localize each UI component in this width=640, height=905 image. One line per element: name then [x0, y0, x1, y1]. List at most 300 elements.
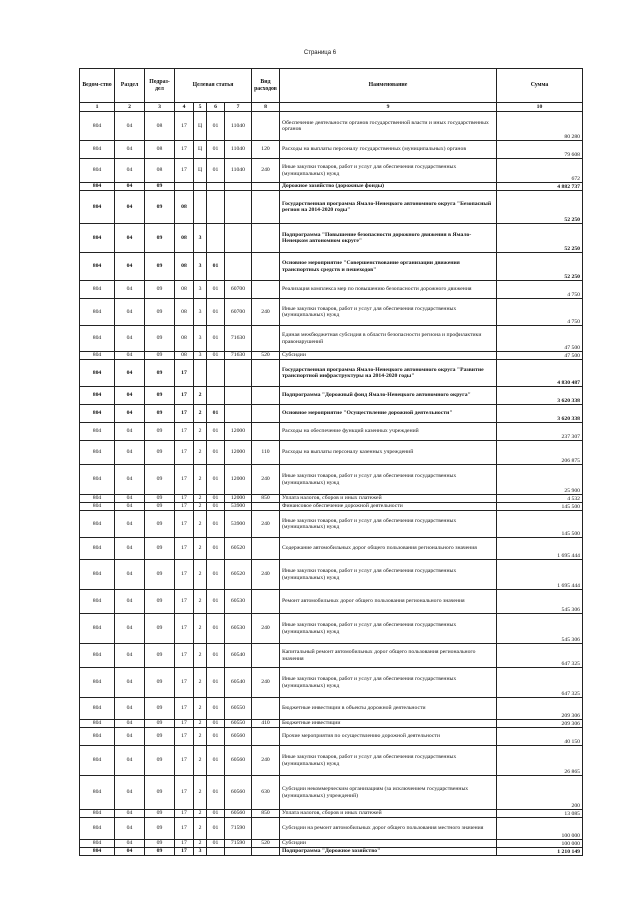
cell-summa: 3 620 338	[497, 405, 583, 423]
cell-program: 17	[175, 590, 194, 614]
cell-direction: 60560	[225, 776, 252, 810]
cell-event: 01	[207, 614, 225, 644]
cell-vedomstvo: 804	[80, 159, 115, 183]
table-row	[80, 191, 583, 224]
table-row	[80, 326, 583, 352]
cell-naimenovanie: Подпрограмма "Повышение безопасности дорожного движения в Ямало-Ненецком автономном округе"	[280, 224, 497, 253]
cell-vid-rashodov: 240	[252, 560, 280, 590]
cell-vid-rashodov	[252, 183, 280, 191]
index-cell: 6	[207, 103, 225, 112]
cell-summa: 40 150	[497, 728, 583, 746]
cell-naimenovanie: Расходы на выплаты персоналу государственных (муниципальных) органов	[280, 141, 497, 159]
cell-vedomstvo: 804	[80, 818, 115, 840]
cell-vedomstvo: 804	[80, 746, 115, 776]
cell-program	[175, 183, 194, 191]
cell-podrazdel: 09	[145, 818, 175, 840]
cell-vedomstvo: 804	[80, 503, 115, 511]
cell-subprogram: 2	[194, 560, 207, 590]
cell-program: 08	[175, 299, 194, 326]
cell-naimenovanie: Государственная программа Ямало-Ненецкого автономного округа "Безопасный регион на 2014-2020 годы"	[280, 191, 497, 224]
cell-podrazdel: 09	[145, 387, 175, 405]
cell-direction	[225, 360, 252, 387]
cell-direction: 71630	[225, 326, 252, 352]
cell-razdel: 04	[115, 441, 145, 465]
cell-event: 01	[207, 776, 225, 810]
cell-vedomstvo: 804	[80, 511, 115, 538]
cell-vedomstvo: 804	[80, 848, 115, 856]
cell-vid-rashodov	[252, 848, 280, 856]
table-row	[80, 503, 583, 511]
cell-podrazdel: 09	[145, 405, 175, 423]
cell-vid-rashodov	[252, 387, 280, 405]
cell-summa: 237 307	[497, 423, 583, 441]
cell-naimenovanie: Иные закупки товаров, работ и услуг для обеспечения государственных (муниципальных) нужд	[280, 614, 497, 644]
cell-summa: 52 250	[497, 224, 583, 253]
cell-podrazdel: 09	[145, 352, 175, 360]
cell-podrazdel: 09	[145, 810, 175, 818]
cell-event: 01	[207, 405, 225, 423]
cell-event: 01	[207, 281, 225, 299]
cell-direction	[225, 848, 252, 856]
cell-summa: 4 830 487	[497, 360, 583, 387]
cell-razdel: 04	[115, 538, 145, 560]
cell-subprogram: 2	[194, 698, 207, 720]
cell-event: 01	[207, 818, 225, 840]
cell-razdel: 04	[115, 698, 145, 720]
cell-vid-rashodov	[252, 191, 280, 224]
table-row	[80, 159, 583, 183]
cell-naimenovanie: Основное мероприятие "Осуществление дорожной деятельности"	[280, 405, 497, 423]
cell-program: 17	[175, 112, 194, 141]
cell-subprogram: 2	[194, 511, 207, 538]
cell-event: 01	[207, 538, 225, 560]
cell-event	[207, 191, 225, 224]
cell-naimenovanie: Иные закупки товаров, работ и услуг для обеспечения государственных (муниципальных) нужд	[280, 465, 497, 495]
table-row	[80, 698, 583, 720]
cell-subprogram	[194, 360, 207, 387]
cell-podrazdel: 09	[145, 465, 175, 495]
cell-podrazdel: 09	[145, 503, 175, 511]
cell-program: 17	[175, 141, 194, 159]
cell-vedomstvo: 804	[80, 423, 115, 441]
cell-razdel: 04	[115, 352, 145, 360]
cell-razdel: 04	[115, 746, 145, 776]
cell-vedomstvo: 804	[80, 698, 115, 720]
cell-subprogram: 2	[194, 818, 207, 840]
cell-razdel: 04	[115, 299, 145, 326]
cell-direction: 60550	[225, 720, 252, 728]
cell-summa: 13 085	[497, 810, 583, 818]
cell-vedomstvo: 804	[80, 224, 115, 253]
cell-podrazdel: 08	[145, 159, 175, 183]
cell-naimenovanie: Субсидии	[280, 840, 497, 848]
cell-subprogram: 3	[194, 326, 207, 352]
cell-razdel: 04	[115, 644, 145, 668]
cell-razdel: 04	[115, 224, 145, 253]
cell-vid-rashodov: 410	[252, 720, 280, 728]
cell-summa: 100 000	[497, 818, 583, 840]
cell-summa: 206 875	[497, 441, 583, 465]
cell-program: 08	[175, 281, 194, 299]
cell-subprogram: 2	[194, 423, 207, 441]
table-row	[80, 746, 583, 776]
table-row	[80, 183, 583, 191]
cell-subprogram: 2	[194, 614, 207, 644]
cell-program: 17	[175, 776, 194, 810]
cell-direction: 60560	[225, 746, 252, 776]
cell-program: 08	[175, 352, 194, 360]
cell-summa: 647 325	[497, 644, 583, 668]
cell-summa: 145 500	[497, 511, 583, 538]
cell-summa: 209 306	[497, 698, 583, 720]
cell-razdel: 04	[115, 465, 145, 495]
cell-program: 17	[175, 840, 194, 848]
header-vid-rashodov: Вид расходов	[252, 69, 280, 103]
cell-direction: 12000	[225, 441, 252, 465]
cell-podrazdel: 09	[145, 299, 175, 326]
cell-vid-rashodov	[252, 326, 280, 352]
cell-direction: 60530	[225, 614, 252, 644]
cell-naimenovanie: Единая межбюджетная субсидия в области безопасности региона и профилактики правонарушений	[280, 326, 497, 352]
column-index-row	[80, 103, 583, 112]
cell-podrazdel: 09	[145, 720, 175, 728]
cell-program: 17	[175, 698, 194, 720]
cell-vedomstvo: 804	[80, 810, 115, 818]
cell-direction: 11040	[225, 159, 252, 183]
cell-direction: 60520	[225, 560, 252, 590]
cell-direction: 60700	[225, 281, 252, 299]
cell-direction: 60550	[225, 698, 252, 720]
cell-program: 17	[175, 668, 194, 698]
cell-event: 01	[207, 644, 225, 668]
cell-summa: 200	[497, 776, 583, 810]
index-cell: 10	[497, 103, 583, 112]
table-row	[80, 668, 583, 698]
cell-vid-rashodov: 240	[252, 511, 280, 538]
cell-podrazdel: 09	[145, 441, 175, 465]
table-row	[80, 360, 583, 387]
header-celevaya-statya: Целевая статья	[175, 69, 252, 103]
cell-subprogram	[194, 191, 207, 224]
cell-naimenovanie: Иные закупки товаров, работ и услуг для обеспечения государственных (муниципальных) нужд	[280, 560, 497, 590]
cell-naimenovanie: Финансовое обеспечение дорожной деятельности	[280, 503, 497, 511]
table-row	[80, 538, 583, 560]
cell-event: 01	[207, 728, 225, 746]
cell-program: 08	[175, 191, 194, 224]
cell-direction	[225, 191, 252, 224]
cell-event: 01	[207, 159, 225, 183]
cell-summa: 79 608	[497, 141, 583, 159]
cell-vid-rashodov: 110	[252, 441, 280, 465]
cell-vid-rashodov: 240	[252, 614, 280, 644]
cell-podrazdel: 09	[145, 183, 175, 191]
cell-naimenovanie: Субсидии	[280, 352, 497, 360]
cell-razdel: 04	[115, 848, 145, 856]
table-row	[80, 511, 583, 538]
cell-razdel: 04	[115, 776, 145, 810]
cell-vid-rashodov: 120	[252, 141, 280, 159]
cell-program: 17	[175, 495, 194, 503]
cell-summa: 672	[497, 159, 583, 183]
header-summa: Сумма	[497, 69, 583, 103]
cell-summa: 647 325	[497, 668, 583, 698]
cell-podrazdel: 09	[145, 495, 175, 503]
cell-naimenovanie: Расходы на выплаты персоналу казенных учреждений	[280, 441, 497, 465]
cell-razdel: 04	[115, 728, 145, 746]
header-vedomstvo: Ведом-ство	[80, 69, 115, 103]
cell-vid-rashodov: 520	[252, 352, 280, 360]
cell-razdel: 04	[115, 560, 145, 590]
cell-event: 01	[207, 840, 225, 848]
cell-razdel: 04	[115, 495, 145, 503]
cell-program: 17	[175, 387, 194, 405]
cell-vid-rashodov	[252, 590, 280, 614]
cell-vid-rashodov	[252, 423, 280, 441]
table-row	[80, 776, 583, 810]
cell-naimenovanie: Бюджетные инвестиции в объекты дорожной деятельности	[280, 698, 497, 720]
cell-vid-rashodov	[252, 224, 280, 253]
cell-vid-rashodov: 520	[252, 840, 280, 848]
cell-subprogram: Ц	[194, 159, 207, 183]
cell-podrazdel: 09	[145, 326, 175, 352]
cell-subprogram: 3	[194, 848, 207, 856]
table-row	[80, 720, 583, 728]
index-cell: 4	[175, 103, 194, 112]
cell-podrazdel: 09	[145, 840, 175, 848]
cell-summa: 52 250	[497, 253, 583, 281]
cell-razdel: 04	[115, 326, 145, 352]
cell-event: 01	[207, 668, 225, 698]
cell-event	[207, 387, 225, 405]
cell-vid-rashodov: 240	[252, 299, 280, 326]
cell-vedomstvo: 804	[80, 112, 115, 141]
cell-program: 17	[175, 503, 194, 511]
cell-razdel: 04	[115, 253, 145, 281]
cell-vid-rashodov	[252, 405, 280, 423]
budget-table	[79, 68, 583, 856]
cell-vid-rashodov: 850	[252, 810, 280, 818]
index-cell: 5	[194, 103, 207, 112]
index-cell: 8	[252, 103, 280, 112]
table-row	[80, 281, 583, 299]
table-row	[80, 848, 583, 856]
cell-summa: 1 210 149	[497, 848, 583, 856]
table-row	[80, 644, 583, 668]
table-row	[80, 560, 583, 590]
cell-vedomstvo: 804	[80, 141, 115, 159]
cell-subprogram: 3	[194, 224, 207, 253]
cell-event: 01	[207, 465, 225, 495]
cell-summa: 209 306	[497, 720, 583, 728]
cell-event: 01	[207, 141, 225, 159]
cell-summa: 47 500	[497, 326, 583, 352]
cell-vedomstvo: 804	[80, 495, 115, 503]
cell-direction: 60700	[225, 299, 252, 326]
cell-subprogram: 3	[194, 299, 207, 326]
cell-summa: 545 306	[497, 614, 583, 644]
cell-vedomstvo: 804	[80, 441, 115, 465]
cell-direction	[225, 253, 252, 281]
cell-direction: 60560	[225, 810, 252, 818]
table-row	[80, 141, 583, 159]
cell-event: 01	[207, 423, 225, 441]
cell-subprogram: 2	[194, 465, 207, 495]
cell-program: 17	[175, 728, 194, 746]
table-row	[80, 112, 583, 141]
cell-vid-rashodov: 240	[252, 465, 280, 495]
cell-razdel: 04	[115, 405, 145, 423]
cell-vedomstvo: 804	[80, 776, 115, 810]
cell-subprogram: 2	[194, 495, 207, 503]
cell-event: 01	[207, 441, 225, 465]
table-row	[80, 840, 583, 848]
cell-subprogram: 3	[194, 281, 207, 299]
cell-vid-rashodov	[252, 728, 280, 746]
cell-summa: 1 695 444	[497, 560, 583, 590]
cell-direction: 53900	[225, 503, 252, 511]
index-cell: 2	[115, 103, 145, 112]
cell-razdel: 04	[115, 423, 145, 441]
cell-vid-rashodov	[252, 360, 280, 387]
cell-direction: 12000	[225, 465, 252, 495]
cell-razdel: 04	[115, 668, 145, 698]
cell-program: 17	[175, 405, 194, 423]
cell-summa: 4 532	[497, 495, 583, 503]
cell-naimenovanie: Иные закупки товаров, работ и услуг для обеспечения государственных (муниципальных) нужд	[280, 159, 497, 183]
cell-razdel: 04	[115, 281, 145, 299]
cell-summa: 545 306	[497, 590, 583, 614]
cell-razdel: 04	[115, 840, 145, 848]
cell-razdel: 04	[115, 511, 145, 538]
cell-subprogram: 2	[194, 503, 207, 511]
table-row	[80, 224, 583, 253]
cell-direction: 53900	[225, 511, 252, 538]
cell-vedomstvo: 804	[80, 360, 115, 387]
table-row	[80, 614, 583, 644]
cell-direction	[225, 224, 252, 253]
cell-vid-rashodov	[252, 644, 280, 668]
cell-vedomstvo: 804	[80, 387, 115, 405]
header-razdel: Раздел	[115, 69, 145, 103]
cell-subprogram: 2	[194, 644, 207, 668]
cell-subprogram: 2	[194, 590, 207, 614]
cell-razdel: 04	[115, 183, 145, 191]
cell-vedomstvo: 804	[80, 840, 115, 848]
cell-naimenovanie: Прочие мероприятия по осуществлению дорожной деятельности	[280, 728, 497, 746]
cell-razdel: 04	[115, 503, 145, 511]
cell-summa: 47 500	[497, 352, 583, 360]
cell-event: 01	[207, 495, 225, 503]
table-row	[80, 441, 583, 465]
cell-summa: 1 695 444	[497, 538, 583, 560]
cell-podrazdel: 09	[145, 644, 175, 668]
cell-razdel: 04	[115, 818, 145, 840]
cell-podrazdel: 09	[145, 538, 175, 560]
cell-subprogram	[194, 183, 207, 191]
cell-naimenovanie: Уплата налогов, сборов и иных платежей	[280, 810, 497, 818]
cell-vid-rashodov: 240	[252, 746, 280, 776]
cell-naimenovanie: Субсидии некоммерческим организациям (за исключением государственных (муниципальных) учреждений)	[280, 776, 497, 810]
cell-program: 08	[175, 224, 194, 253]
cell-summa: 80 280	[497, 112, 583, 141]
cell-podrazdel: 09	[145, 614, 175, 644]
cell-program: 08	[175, 326, 194, 352]
cell-direction: 60560	[225, 728, 252, 746]
cell-vid-rashodov: 850	[252, 495, 280, 503]
cell-podrazdel: 09	[145, 191, 175, 224]
cell-summa: 145 500	[497, 503, 583, 511]
cell-direction: 11040	[225, 141, 252, 159]
cell-naimenovanie: Подпрограмма "Дорожное хозяйство"	[280, 848, 497, 856]
cell-event: 01	[207, 326, 225, 352]
cell-event: 01	[207, 112, 225, 141]
cell-subprogram: 3	[194, 352, 207, 360]
cell-summa: 25 900	[497, 465, 583, 495]
cell-program: 17	[175, 644, 194, 668]
cell-naimenovanie: Ремонт автомобильных дорог общего пользования регионального значения	[280, 590, 497, 614]
cell-subprogram: 2	[194, 538, 207, 560]
cell-event: 01	[207, 352, 225, 360]
cell-podrazdel: 09	[145, 560, 175, 590]
cell-vedomstvo: 804	[80, 183, 115, 191]
cell-subprogram: 2	[194, 720, 207, 728]
cell-podrazdel: 09	[145, 668, 175, 698]
cell-program: 17	[175, 720, 194, 728]
cell-naimenovanie: Основное мероприятие "Совершенствование организации движения транспортных средств и пешеходов"	[280, 253, 497, 281]
cell-naimenovanie: Иные закупки товаров, работ и услуг для обеспечения государственных (муниципальных) нужд	[280, 746, 497, 776]
cell-vid-rashodov: 240	[252, 159, 280, 183]
cell-podrazdel: 09	[145, 848, 175, 856]
cell-event: 01	[207, 810, 225, 818]
cell-subprogram: 2	[194, 405, 207, 423]
cell-summa: 4 882 737	[497, 183, 583, 191]
cell-podrazdel: 09	[145, 698, 175, 720]
cell-summa: 4 750	[497, 281, 583, 299]
cell-vid-rashodov: 630	[252, 776, 280, 810]
header-podrazdel: Подраз-дел	[145, 69, 175, 103]
cell-naimenovanie: Государственная программа Ямало-Ненецкого автономного округа "Развитие транспортной инфраструктуры на 2014-2020 годы"	[280, 360, 497, 387]
table-row	[80, 590, 583, 614]
cell-vedomstvo: 804	[80, 560, 115, 590]
cell-direction: 60540	[225, 668, 252, 698]
table-row	[80, 818, 583, 840]
cell-event: 01	[207, 720, 225, 728]
cell-direction	[225, 387, 252, 405]
cell-direction	[225, 405, 252, 423]
cell-podrazdel: 09	[145, 511, 175, 538]
cell-subprogram: 2	[194, 387, 207, 405]
cell-razdel: 04	[115, 810, 145, 818]
cell-vedomstvo: 804	[80, 281, 115, 299]
cell-event: 01	[207, 590, 225, 614]
index-cell: 7	[225, 103, 252, 112]
cell-direction: 11040	[225, 112, 252, 141]
cell-direction: 60530	[225, 590, 252, 614]
cell-subprogram: 2	[194, 668, 207, 698]
table-row	[80, 387, 583, 405]
cell-event: 01	[207, 560, 225, 590]
cell-event: 01	[207, 698, 225, 720]
cell-event: 01	[207, 253, 225, 281]
cell-vedomstvo: 804	[80, 405, 115, 423]
cell-vedomstvo: 804	[80, 614, 115, 644]
table-row	[80, 810, 583, 818]
index-cell: 3	[145, 103, 175, 112]
page-number: Страница 6	[303, 50, 337, 56]
cell-vedomstvo: 804	[80, 668, 115, 698]
cell-direction: 71590	[225, 840, 252, 848]
table-row	[80, 253, 583, 281]
